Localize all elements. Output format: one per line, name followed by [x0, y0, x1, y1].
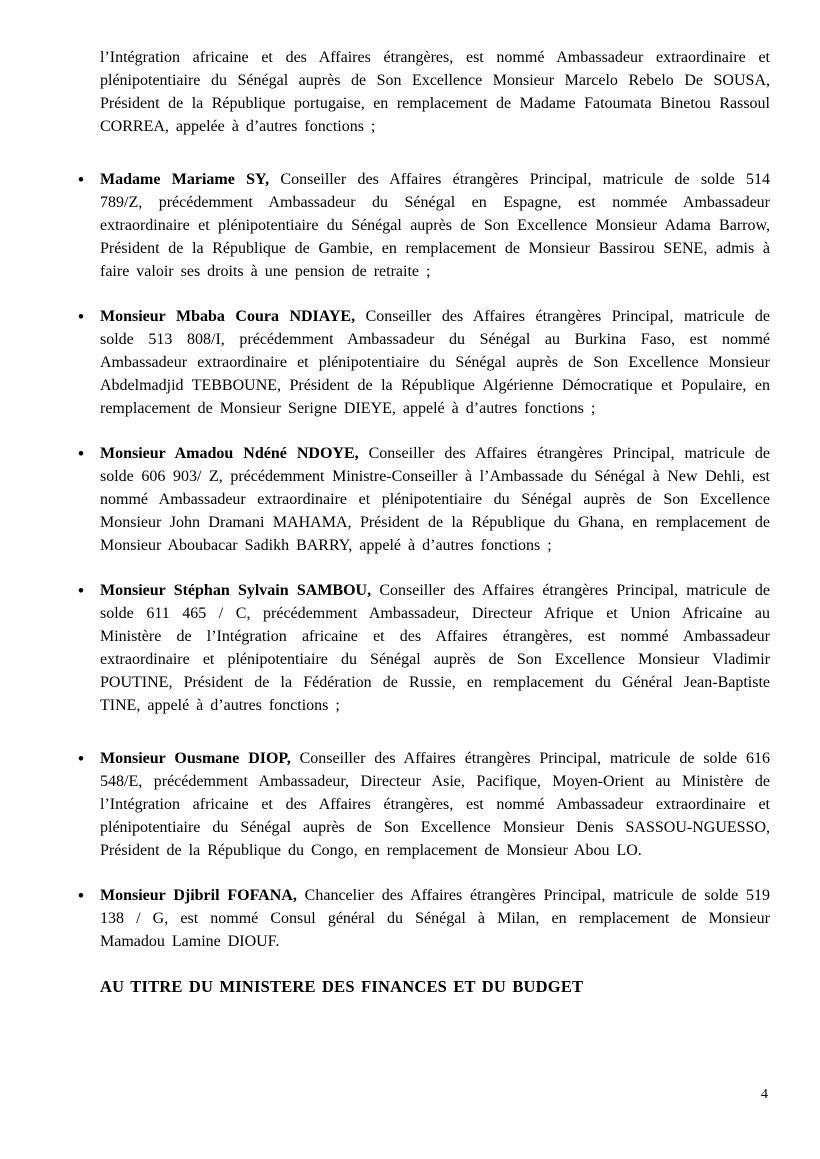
list-item: [100, 168, 770, 283]
appointment-text: Conseiller des Affaires étrangères Principal, matricule de solde 514 789/Z, précédemment Ambassadeur du Sénégal en Espagne, est nommée Ambassadeur extraordinaire et plénipotentiaire du Sénégal auprès de Son Excellence Monsieur Adama Barrow, Président de la République de Gambie, en remplacement de Monsieur Bassirou SENE, admis à faire valoir ses droits à une pension de retraite ;: [100, 171, 770, 280]
list-item: [100, 747, 770, 862]
appointee-name: Monsieur Mbaba Coura NDIAYE,: [100, 308, 356, 325]
appointment-text: Chancelier des Affaires étrangères Principal, matricule de solde 519 138 / G, est nommé Consul général du Sénégal à Milan, en remplacement de Monsieur Mamadou Lamine DIOUF.: [100, 887, 771, 950]
appointment-text: Conseiller des Affaires étrangères Principal, matricule de solde 611 465 / C, précédemment Ambassadeur, Directeur Afrique et Union Africaine au Ministère de l’Intégration africaine et des Affaires étrangères, est nommé Ambassadeur extraordinaire et plénipotentiaire du Sénégal auprès de Son Excellence Monsieur Vladimir POUTINE, Président de la Fédération de Russie, en remplacement du Général Jean-Baptiste TINE, appelé à d’autres fonctions ;: [100, 582, 770, 714]
appointment-text: Conseiller des Affaires étrangères Principal, matricule de solde 616 548/E, précédemment Ambassadeur, Directeur Asie, Pacifique, Moyen-Orient au Ministère de l’Intégration africaine et des Affaires étrangères, est nommé Ambassadeur extraordinaire et plénipotentiaire du Sénégal auprès de Son Excellence Monsieur Denis SASSOU-NGUESSO, Président de la République du Congo, en remplacement de Monsieur Abou LO.: [100, 750, 771, 859]
appointment-text: Conseiller des Affaires étrangères Principal, matricule de solde 513 808/I, précédemment Ambassadeur du Sénégal au Burkina Faso, est nommé Ambassadeur extraordinaire et plénipotentiaire du Sénégal auprès de Son Excellence Monsieur Abdelmadjid TEBBOUNE, Président de la République Algérienne Démocratique et Populaire, en remplacement de Monsieur Serigne DIEYE, appelé à d’autres fonctions ;: [100, 308, 770, 417]
appointment-text: Conseiller des Affaires étrangères Principal, matricule de solde 606 903/ Z, précédemment Ministre-Conseiller à l’Ambassade du Sénégal à New Dehli, est nommé Ambassadeur extraordinaire et plénipotentiaire du Sénégal auprès de Son Excellence Monsieur John Dramani MAHAMA, Président de la République du Ghana, en remplacement de Monsieur Aboubacar Sadikh BARRY, appelé à d’autres fonctions ;: [100, 445, 770, 554]
appointments-list: [100, 168, 770, 953]
appointee-name: Monsieur Stéphan Sylvain SAMBOU,: [100, 582, 372, 599]
appointee-name: Madame Mariame SY,: [100, 171, 270, 188]
list-item: [100, 579, 770, 717]
list-item: [100, 884, 770, 953]
appointee-name: Monsieur Djibril FOFANA,: [100, 887, 297, 904]
intro-paragraph: l’Intégration africaine et des Affaires étrangères, est nommé Ambassadeur extraordinaire et plénipotentiaire du Sénégal auprès de Son Excellence Monsieur Marcelo Rebelo De SOUSA, Président de la République portugaise, en remplacement de Madame Fatoumata Binetou Rassoul CORREA, appelée à d’autres fonctions ;: [100, 49, 770, 135]
list-item: [100, 442, 770, 557]
list-item: [100, 305, 770, 420]
page-number: 4: [761, 1087, 768, 1102]
section-heading: AU TITRE DU MINISTERE DES FINANCES ET DU BUDGET: [100, 977, 584, 996]
appointee-name: Monsieur Amadou Ndéné NDOYE,: [100, 445, 359, 462]
appointee-name: Monsieur Ousmane DIOP,: [100, 750, 291, 767]
